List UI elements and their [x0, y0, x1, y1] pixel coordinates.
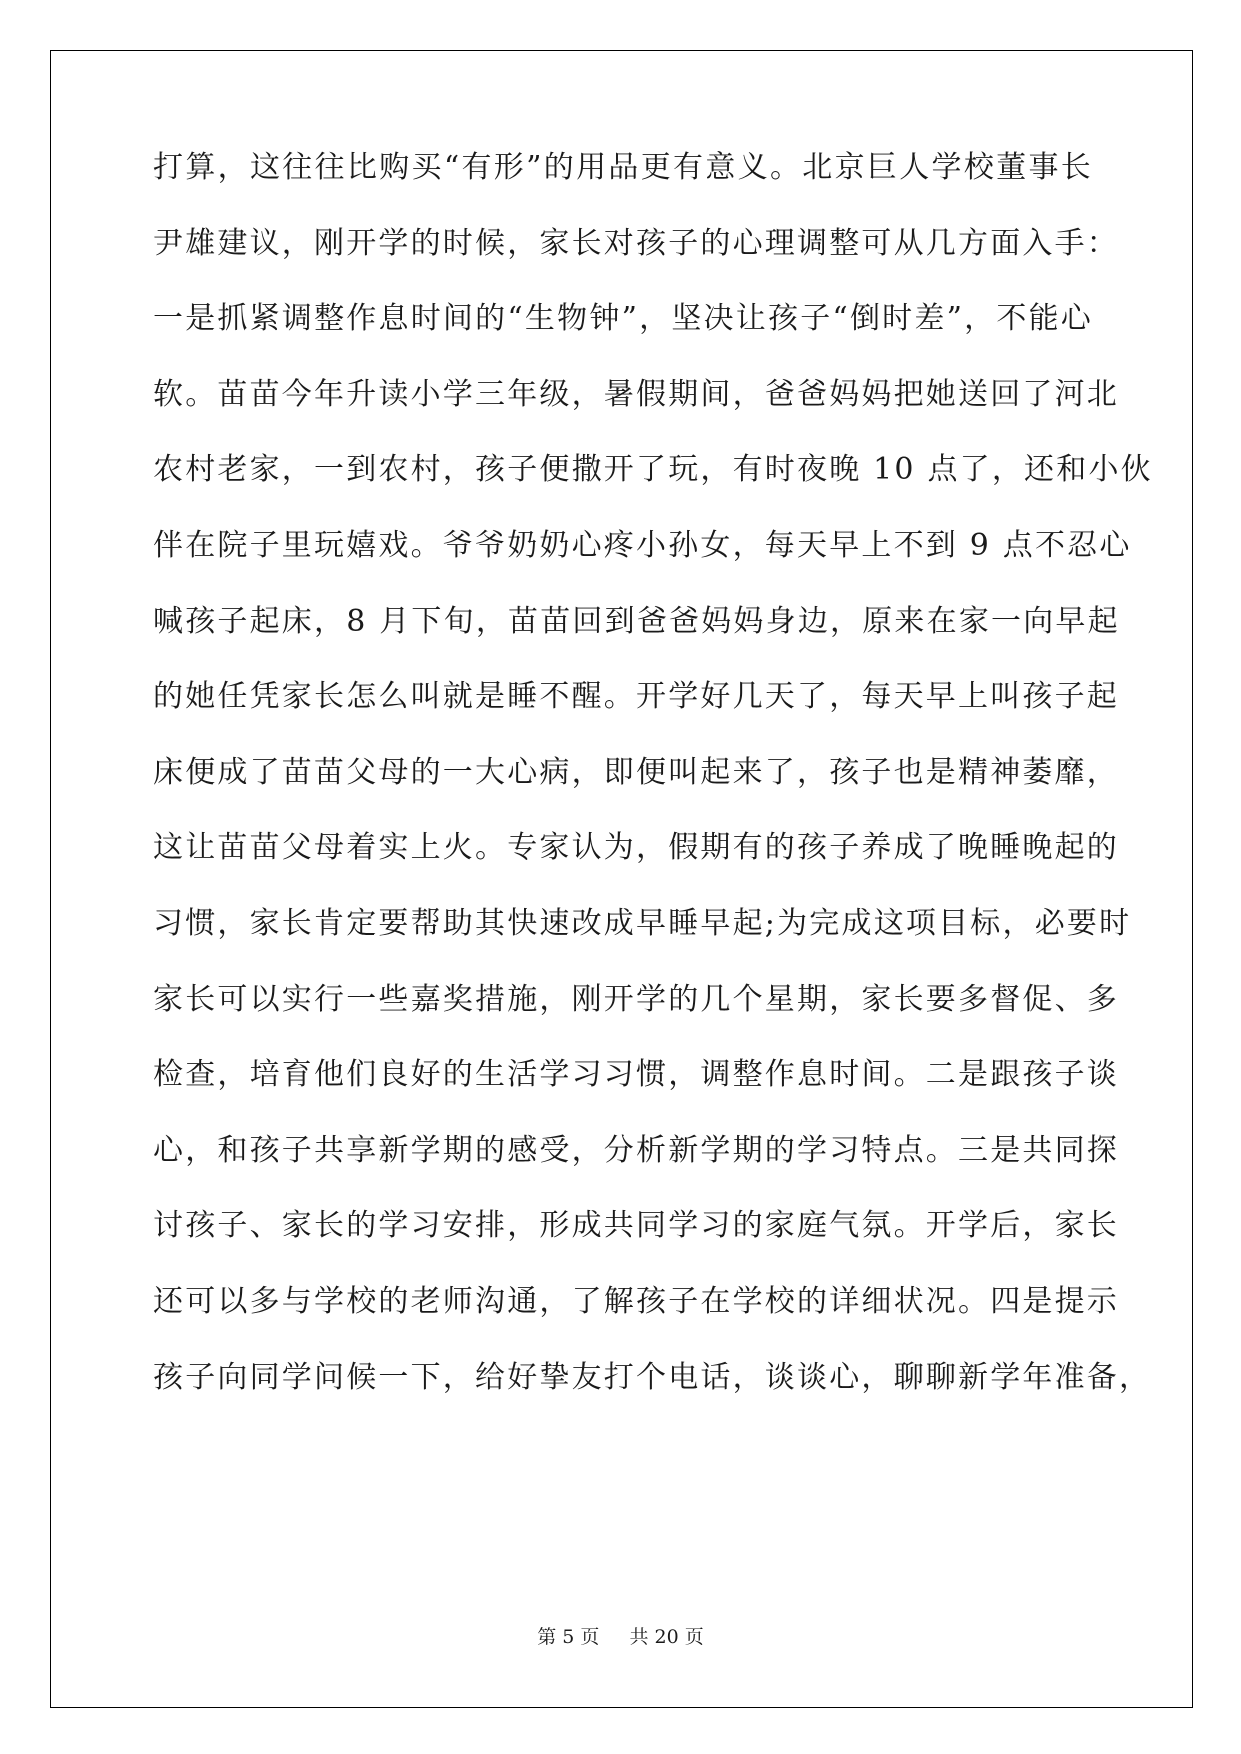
page-number: 第 5 页: [537, 1626, 600, 1648]
text-line: 还可以多与学校的老师沟通，了解孩子在学校的详细状况。四是提示: [153, 1283, 1119, 1319]
text-line: 的她任凭家长怎么叫就是睡不醒。开学好几天了，每天早上叫孩子起: [153, 679, 1119, 715]
text-line: 农村老家，一到农村，孩子便撒开了玩，有时夜晚 10 点了，还和小伙: [153, 452, 1153, 488]
body-text: [153, 150, 1153, 1445]
text-line: 打算，这往往比购买“有形”的用品更有意义。北京巨人学校董事长: [153, 150, 1093, 185]
text-line: 心，和孩子共享新学期的感受，分析新学期的学习特点。三是共同探: [153, 1132, 1119, 1168]
text-line: 孩子向同学问候一下，给好挚友打个电话，谈谈心，聊聊新学年准备，: [153, 1359, 1152, 1395]
text-line: 喊孩子起床，8 月下旬，苗苗回到爸爸妈妈身边，原来在家一向早起: [153, 603, 1120, 639]
text-line: 伴在院子里玩嬉戏。爷爷奶奶心疼小孙女，每天早上不到 9 点不忍心: [153, 527, 1132, 563]
text-line: 床便成了苗苗父母的一大心病，即便叫起来了，孩子也是精神萎靡，: [153, 754, 1119, 790]
text-line: 家长可以实行一些嘉奖措施，刚开学的几个星期，家长要多督促、多: [153, 981, 1119, 1017]
page-total: 共 20 页: [629, 1626, 704, 1648]
text-line: 软。苗苗今年升读小学三年级，暑假期间，爸爸妈妈把她送回了河北: [153, 376, 1119, 412]
text-line: 一是抓紧调整作息时间的“生物钟”，坚决让孩子“倒时差”，不能心: [153, 301, 1093, 337]
text-line: 这让苗苗父母着实上火。专家认为，假期有的孩子养成了晚睡晚起的: [153, 830, 1119, 866]
page-footer: [0, 1622, 1241, 1649]
text-line: 检查，培育他们良好的生活学习习惯，调整作息时间。二是跟孩子谈: [153, 1057, 1119, 1093]
text-line: 讨孩子、家长的学习安排，形成共同学习的家庭气氛。开学后，家长: [153, 1208, 1119, 1244]
text-line: 习惯，家长肯定要帮助其快速改成早睡早起;为完成这项目标，必要时: [153, 905, 1132, 941]
text-line: 尹雄建议，刚开学的时候，家长对孩子的心理调整可从几方面入手：: [153, 225, 1119, 261]
